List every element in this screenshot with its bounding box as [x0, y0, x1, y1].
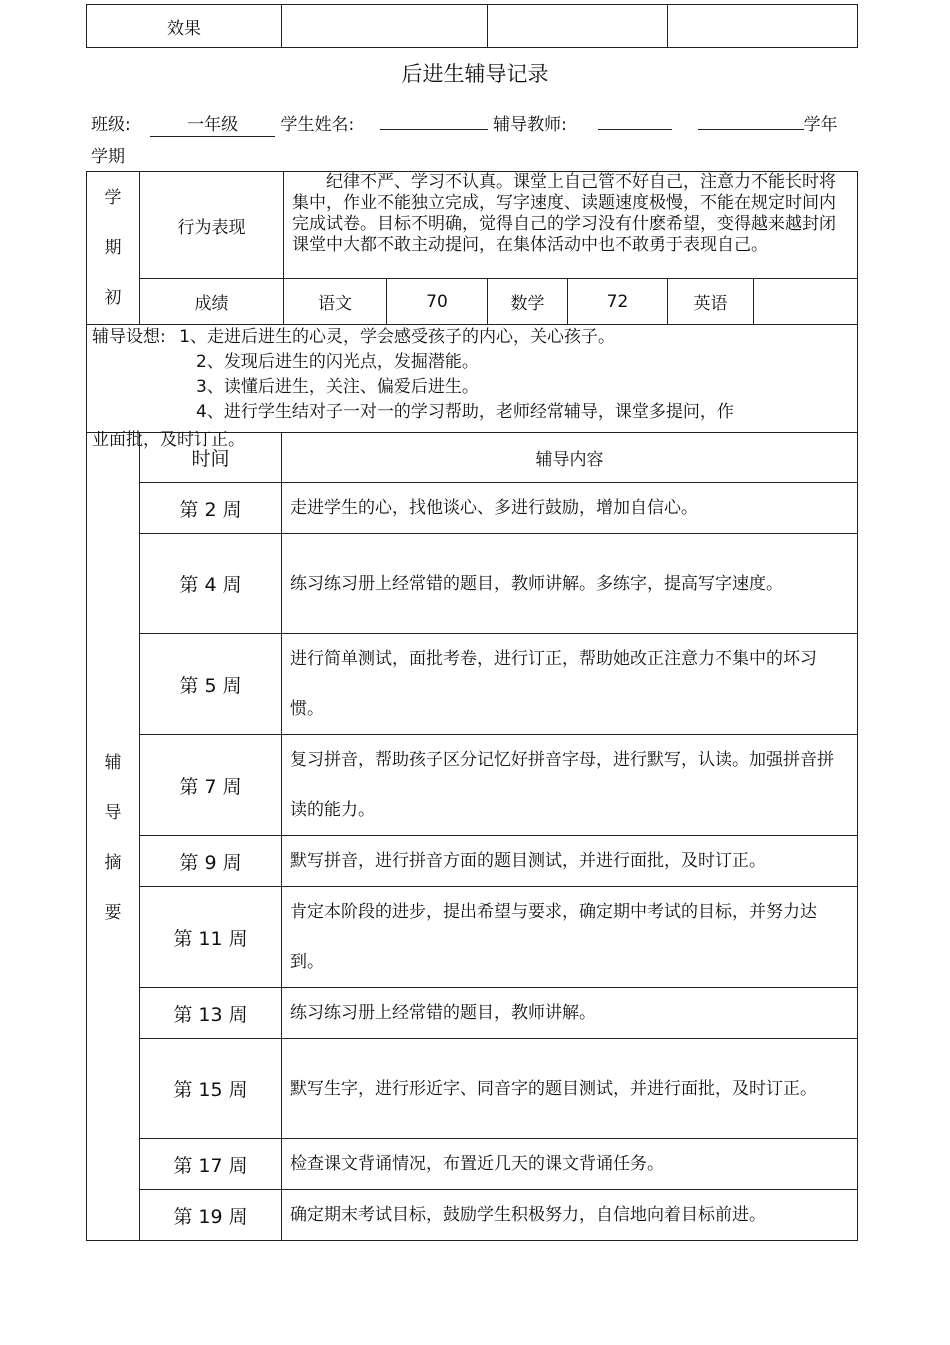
week-cell: 第 19 周	[140, 1190, 282, 1241]
term-label: 学期	[91, 147, 125, 167]
content-cell: 确定期末考试目标，鼓励学生积极努力，自信地向着目标前进。	[282, 1190, 858, 1241]
summary-table	[86, 432, 858, 1241]
student-name-field	[380, 107, 488, 130]
score-math: 72	[568, 279, 668, 325]
subject-chinese: 语文	[284, 279, 387, 325]
content-cell: 肯定本阶段的进步，提出希望与要求，确定期中考试的目标，并努力达到。	[282, 887, 858, 988]
initial-term-side	[87, 172, 140, 325]
effect-cell-3	[668, 5, 858, 48]
plan-section	[92, 325, 812, 425]
subject-english: 英语	[668, 279, 754, 325]
side-char: 辅	[104, 753, 122, 773]
header-time: 时间	[140, 433, 282, 483]
student-name-label: 学生姓名:	[280, 115, 355, 135]
plan-label: 辅导设想:	[92, 327, 166, 347]
side-char: 学	[104, 188, 122, 208]
plan-overflow-line: 业面批，及时订正。	[92, 430, 245, 450]
plan-item: 3、读懂后进生，关注、偏爱后进生。	[196, 377, 479, 397]
plan-item: 1、走进后进生的心灵，学会感受孩子的内心，关心孩子。	[179, 327, 615, 347]
content-cell: 练习练习册上经常错的题目，教师讲解。	[282, 988, 858, 1039]
summary-side	[87, 433, 140, 1241]
week-cell: 第 15 周	[140, 1039, 282, 1139]
side-char: 初	[104, 288, 122, 308]
week-cell: 第 5 周	[140, 634, 282, 735]
content-cell: 检查课文背诵情况，布置近几天的课文背诵任务。	[282, 1139, 858, 1190]
subject-math: 数学	[488, 279, 568, 325]
content-cell: 默写拼音，进行拼音方面的题目测试，并进行面批，及时订正。	[282, 836, 858, 887]
plan-item: 2、发现后进生的闪光点，发掘潜能。	[196, 352, 479, 372]
behavior-label: 行为表现	[140, 172, 284, 279]
content-cell: 默写生字，进行形近字、同音字的题目测试，并进行面批，及时订正。	[282, 1039, 858, 1139]
behavior-text: 纪律不严、学习不认真。课堂上自己管不好自己，注意力不能长时将集中，作业不能独立完成，写字速度、读题速度极慢，不能在规定时间内完成试卷。目标不明确，觉得自己的学习没有什麽希望，变得越来越封闭课堂中大都不敢主动提问，在集体活动中也不敢勇于表现自己。	[284, 172, 858, 279]
content-cell: 走进学生的心，找他谈心、多进行鼓励，增加自信心。	[282, 483, 858, 534]
effect-label: 效果	[87, 5, 282, 48]
week-cell: 第 17 周	[140, 1139, 282, 1190]
page-title: 后进生辅导记录	[401, 62, 549, 86]
class-label: 班级:	[91, 115, 131, 135]
week-cell: 第 13 周	[140, 988, 282, 1039]
year-field	[698, 107, 804, 130]
week-cell: 第 2 周	[140, 483, 282, 534]
content-cell: 进行简单测试，面批考卷，进行订正，帮助她改正注意力不集中的坏习惯。	[282, 634, 858, 735]
initial-term-table	[86, 171, 858, 325]
score-chinese: 70	[387, 279, 488, 325]
side-char: 要	[104, 903, 122, 923]
year-suffix: 学年	[803, 115, 838, 135]
side-char: 摘	[104, 853, 122, 873]
plan-item: 4、进行学生结对子一对一的学习帮助，老师经常辅导，课堂多提问，作	[196, 402, 734, 422]
info-line	[91, 107, 861, 135]
score-english	[754, 279, 858, 325]
header-content: 辅导内容	[282, 433, 858, 483]
week-cell: 第 9 周	[140, 836, 282, 887]
effect-cell-1	[282, 5, 488, 48]
teacher-label: 辅导教师:	[493, 115, 567, 135]
week-cell: 第 11 周	[140, 887, 282, 988]
teacher-field	[598, 107, 672, 130]
top-effect-table	[86, 4, 858, 48]
week-cell: 第 4 周	[140, 534, 282, 634]
content-cell: 复习拼音，帮助孩子区分记忆好拼音字母，进行默写，认读。加强拼音拼读的能力。	[282, 735, 858, 836]
effect-cell-2	[488, 5, 668, 48]
content-cell: 练习练习册上经常错的题目，教师讲解。多练字，提高写字速度。	[282, 534, 858, 634]
side-char: 期	[104, 238, 122, 258]
week-cell: 第 7 周	[140, 735, 282, 836]
class-field: 一年级	[150, 114, 275, 137]
side-char: 导	[104, 803, 122, 823]
scores-label: 成绩	[140, 279, 284, 325]
